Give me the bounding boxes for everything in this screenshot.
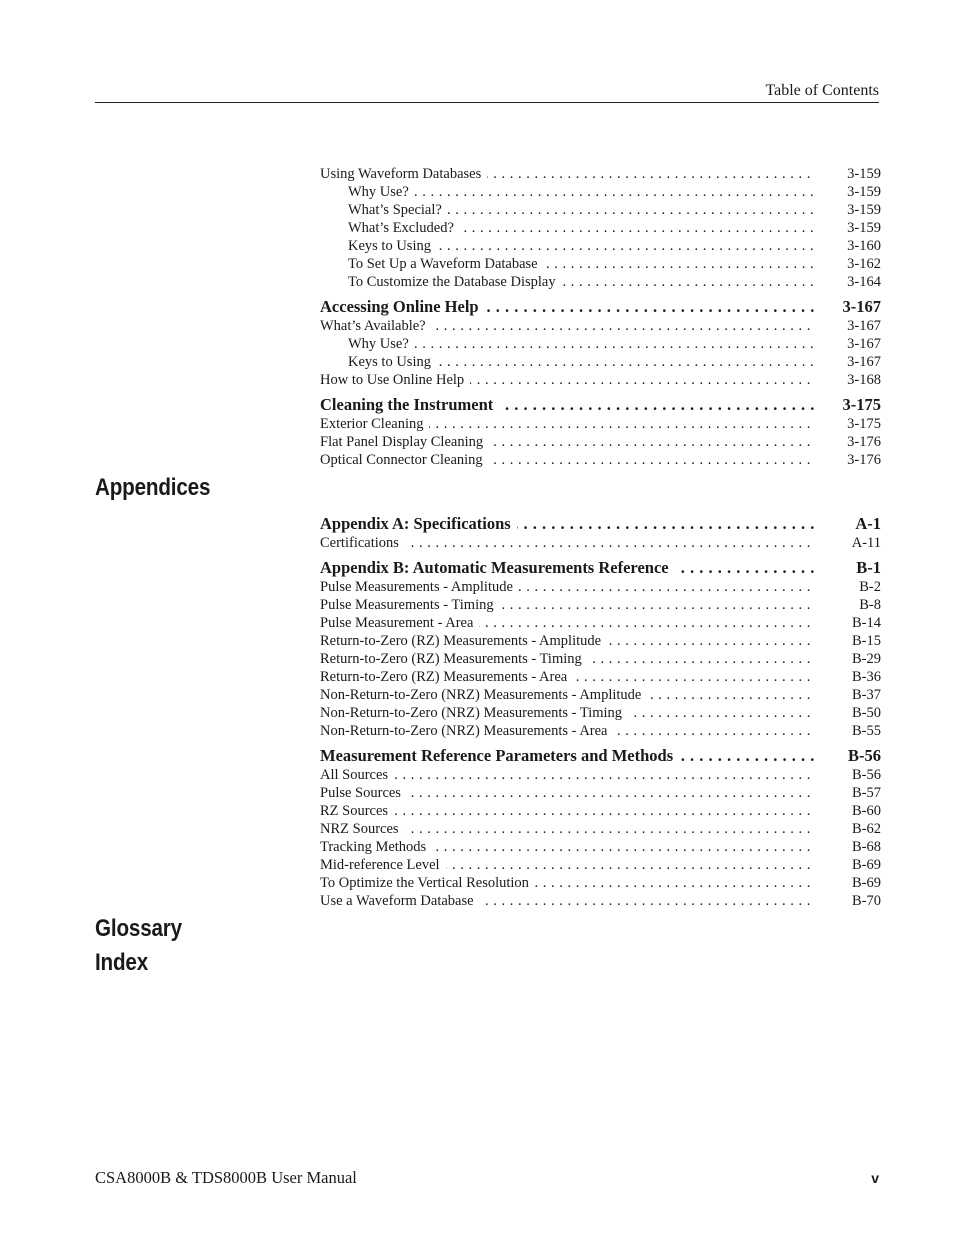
- toc-entry-label: Why Use?: [348, 336, 415, 352]
- toc-entry-title: [320, 892, 814, 910]
- toc-entry-title: [348, 219, 814, 237]
- toc-entry-title: [320, 686, 814, 704]
- toc-entry-title: [320, 722, 814, 740]
- toc-entry[interactable]: [320, 201, 881, 219]
- toc-entry-label: Appendix B: Automatic Measurements Reference: [320, 558, 675, 577]
- toc-entry-title: [320, 874, 814, 892]
- toc-entry-label: Return-to-Zero (RZ) Measurements - Amplitude: [320, 633, 607, 649]
- toc-entry[interactable]: [320, 415, 881, 433]
- toc-entry-page: B-56: [852, 767, 881, 783]
- toc-entry-label: To Optimize the Vertical Resolution: [320, 875, 535, 891]
- toc-entry-label: Certifications: [320, 535, 405, 551]
- toc-entry-title: [320, 802, 814, 820]
- toc-entry[interactable]: [320, 219, 881, 237]
- toc-entry-label: To Customize the Database Display: [348, 274, 562, 290]
- toc-entry[interactable]: [320, 614, 881, 632]
- toc-entry-label: RZ Sources: [320, 803, 394, 819]
- toc-entry[interactable]: [320, 255, 881, 273]
- toc-entry-title: [320, 746, 814, 766]
- toc-entry-title: [320, 578, 814, 596]
- toc-entry[interactable]: [320, 892, 881, 910]
- toc-entry-page: 3-167: [847, 354, 881, 370]
- toc-entry-label: Tracking Methods: [320, 839, 432, 855]
- toc-entry[interactable]: [320, 722, 881, 740]
- toc-entry[interactable]: [320, 371, 881, 389]
- toc-heading-entry[interactable]: [320, 746, 881, 766]
- toc-entry[interactable]: [320, 237, 881, 255]
- toc-entry[interactable]: [320, 784, 881, 802]
- toc-entry[interactable]: [320, 335, 881, 353]
- toc-entry-page: B-68: [852, 839, 881, 855]
- toc-entry-page: B-57: [852, 785, 881, 801]
- toc-entry-title: [320, 856, 814, 874]
- toc-list-appendices: [320, 514, 881, 910]
- toc-entry-title: [320, 395, 814, 415]
- toc-entry-page: B-8: [859, 597, 881, 613]
- toc-entry-title: [320, 650, 814, 668]
- toc-entry-title: [320, 165, 814, 183]
- toc-entry-page: 3-167: [847, 336, 881, 352]
- toc-entry-page: B-60: [852, 803, 881, 819]
- toc-entry[interactable]: [320, 433, 881, 451]
- toc-entry-label: Mid-reference Level: [320, 857, 446, 873]
- toc-entry-page: B-37: [852, 687, 881, 703]
- toc-entry[interactable]: [320, 650, 881, 668]
- toc-heading-entry[interactable]: [320, 514, 881, 534]
- toc-entry-page: A-11: [851, 535, 881, 551]
- toc-entry[interactable]: [320, 686, 881, 704]
- toc-entry-page: B-15: [852, 633, 881, 649]
- toc-entry-label: How to Use Online Help: [320, 372, 470, 388]
- section-heading-glossary[interactable]: Glossary: [95, 915, 182, 942]
- toc-entry-title: [320, 632, 814, 650]
- toc-entry-title: [348, 335, 814, 353]
- toc-entry-title: [320, 704, 814, 722]
- toc-entry-label: Optical Connector Cleaning: [320, 452, 489, 468]
- toc-entry-label: Pulse Measurements - Amplitude: [320, 579, 519, 595]
- toc-entry-title: [320, 433, 814, 451]
- toc-entry-title: [348, 201, 814, 219]
- toc-entry-page: 3-160: [847, 238, 881, 254]
- toc-entry[interactable]: [320, 820, 881, 838]
- toc-entry-title: [320, 668, 814, 686]
- toc-entry-label: Pulse Measurements - Timing: [320, 597, 500, 613]
- toc-entry-page: 3-159: [847, 202, 881, 218]
- toc-entry[interactable]: [320, 534, 881, 552]
- toc-entry-page: 3-164: [847, 274, 881, 290]
- toc-entry-page: B-1: [856, 558, 881, 577]
- toc-entry-page: 3-175: [842, 395, 881, 414]
- toc-entry[interactable]: [320, 578, 881, 596]
- toc-entry-label: Why Use?: [348, 184, 415, 200]
- toc-entry-page: 3-162: [847, 256, 881, 272]
- toc-entry[interactable]: [320, 273, 881, 291]
- toc-entry-page: B-2: [859, 579, 881, 595]
- toc-entry-title: [320, 297, 814, 317]
- toc-entry-title: [348, 237, 814, 255]
- toc-entry[interactable]: [320, 165, 881, 183]
- toc-entry-title: [320, 451, 814, 469]
- toc-entry-label: Return-to-Zero (RZ) Measurements - Timing: [320, 651, 588, 667]
- toc-entry-page: 3-167: [847, 318, 881, 334]
- toc-entry-label: Return-to-Zero (RZ) Measurements - Area: [320, 669, 573, 685]
- toc-entry[interactable]: [320, 704, 881, 722]
- toc-entry[interactable]: [320, 874, 881, 892]
- toc-entry[interactable]: [320, 596, 881, 614]
- toc-heading-entry[interactable]: [320, 297, 881, 317]
- toc-entry[interactable]: [320, 668, 881, 686]
- toc-entry-label: Flat Panel Display Cleaning: [320, 434, 489, 450]
- footer-page-number: v: [871, 1170, 879, 1186]
- toc-entry-title: [320, 514, 814, 534]
- footer-manual-title: CSA8000B & TDS8000B User Manual: [95, 1168, 357, 1187]
- toc-entry-page: 3-159: [847, 184, 881, 200]
- toc-entry[interactable]: [320, 802, 881, 820]
- section-heading-index[interactable]: Index: [95, 949, 149, 976]
- toc-entry-page: B-55: [852, 723, 881, 739]
- toc-entry-page: 3-175: [847, 416, 881, 432]
- toc-entry-label: Keys to Using: [348, 354, 437, 370]
- toc-entry[interactable]: [320, 838, 881, 856]
- toc-entry[interactable]: [320, 353, 881, 371]
- toc-entry-title: [320, 317, 814, 335]
- toc-entry-label: Non-Return-to-Zero (NRZ) Measurements - Timing: [320, 705, 628, 721]
- toc-entry-page: B-36: [852, 669, 881, 685]
- toc-entry-title: [348, 353, 814, 371]
- toc-entry[interactable]: [320, 317, 881, 335]
- toc-entry-page: A-1: [855, 514, 881, 533]
- toc-entry-label: Non-Return-to-Zero (NRZ) Measurements - Amplitude: [320, 687, 647, 703]
- toc-entry-label: Measurement Reference Parameters and Methods: [320, 746, 679, 765]
- toc-entry-title: [320, 596, 814, 614]
- toc-entry-label: What’s Available?: [320, 318, 432, 334]
- toc-entry-page: B-29: [852, 651, 881, 667]
- toc-entry-page: 3-167: [842, 297, 881, 316]
- toc-entry-page: 3-159: [847, 220, 881, 236]
- toc-entry-title: [320, 838, 814, 856]
- toc-entry-title: [320, 371, 814, 389]
- toc-entry-label: Exterior Cleaning: [320, 416, 429, 432]
- toc-entry-label: Pulse Sources: [320, 785, 407, 801]
- toc-entry-page: B-56: [848, 746, 881, 765]
- toc-entry-page: B-50: [852, 705, 881, 721]
- toc-entry-label: What’s Excluded?: [348, 220, 460, 236]
- toc-entry[interactable]: [320, 856, 881, 874]
- toc-entry-label: To Set Up a Waveform Database: [348, 256, 544, 272]
- toc-entry-label: Pulse Measurement - Area: [320, 615, 479, 631]
- toc-entry-page: 3-159: [847, 166, 881, 182]
- toc-entry-title: [348, 183, 814, 201]
- toc-entry-label: NRZ Sources: [320, 821, 405, 837]
- running-header: Table of Contents: [765, 82, 879, 99]
- toc-entry-page: B-62: [852, 821, 881, 837]
- toc-entry-page: 3-176: [847, 434, 881, 450]
- toc-entry-label: What’s Special?: [348, 202, 448, 218]
- toc-entry-page: 3-176: [847, 452, 881, 468]
- header-rule: [95, 102, 879, 103]
- toc-entry[interactable]: [320, 766, 881, 784]
- toc-entry-title: [320, 820, 814, 838]
- toc-entry-title: [348, 255, 814, 273]
- toc-entry[interactable]: [320, 632, 881, 650]
- toc-entry-title: [320, 558, 814, 578]
- toc-entry-label: Appendix A: Specifications: [320, 514, 517, 533]
- toc-entry-title: [320, 614, 814, 632]
- toc-entry-label: All Sources: [320, 767, 394, 783]
- toc-entry-title: [320, 784, 814, 802]
- toc-entry[interactable]: [320, 451, 881, 469]
- toc-entry-label: Use a Waveform Database: [320, 893, 480, 909]
- toc-entry-page: B-69: [852, 857, 881, 873]
- toc-entry-label: Keys to Using: [348, 238, 437, 254]
- toc-entry-page: 3-168: [847, 372, 881, 388]
- toc-entry-title: [320, 766, 814, 784]
- section-heading-appendices: Appendices: [95, 474, 211, 501]
- toc-entry[interactable]: [320, 183, 881, 201]
- toc-entry-label: Non-Return-to-Zero (NRZ) Measurements - Area: [320, 723, 614, 739]
- toc-heading-entry[interactable]: [320, 395, 881, 415]
- toc-entry-page: B-70: [852, 893, 881, 909]
- toc-entry-label: Cleaning the Instrument: [320, 395, 499, 414]
- toc-entry-title: [320, 534, 814, 552]
- toc-entry-label: Accessing Online Help: [320, 297, 485, 316]
- toc-entry-title: [320, 415, 814, 433]
- toc-heading-entry[interactable]: [320, 558, 881, 578]
- toc-entry-page: B-14: [852, 615, 881, 631]
- toc-entry-title: [348, 273, 814, 291]
- toc-entry-label: Using Waveform Databases: [320, 166, 487, 182]
- toc-list-top: [320, 165, 881, 469]
- toc-entry-page: B-69: [852, 875, 881, 891]
